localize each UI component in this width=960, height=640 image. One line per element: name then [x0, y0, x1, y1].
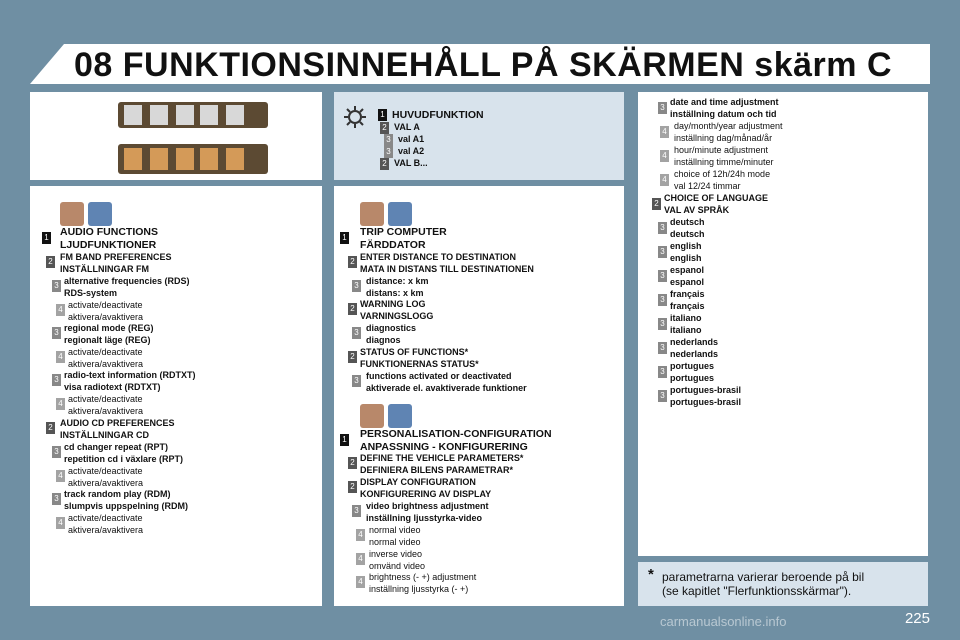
distance-value: distance: x km distans: x km [366, 276, 429, 298]
hour-minute-adjustment: hour/minute adjustment inställning timme/minuter [674, 145, 774, 167]
settings-sliders-icon [360, 404, 384, 428]
level-badge: 2 [348, 303, 357, 315]
trip-icons [360, 202, 412, 228]
rpt-item: cd changer repeat (RPT) repetition cd i växlare (RPT) [64, 442, 184, 464]
footnote-panel [638, 562, 928, 606]
level-badge: 2 [380, 122, 389, 134]
level-badge: 3 [352, 280, 361, 292]
level-badge: 4 [56, 517, 65, 529]
level-badge: 4 [356, 553, 365, 565]
page-number: 225 [904, 610, 930, 627]
language-portugues-brasil: portugues-brasil portugues-brasil [670, 385, 742, 407]
language-deutsch: deutsch deutsch [670, 217, 705, 239]
level-badge: 2 [348, 481, 357, 493]
language-portugues: portugues portugues [670, 361, 714, 383]
video-brightness: video brightness adjustment inställning ljusstyrka-video [366, 501, 489, 523]
audio-cd-icon [88, 202, 112, 226]
rdm-item: track random play (RDM) slumpvis uppspelning (RDM) [64, 489, 189, 511]
legend-heading: HUVUDFUNKTION [392, 109, 484, 121]
language-english: english english [670, 241, 702, 263]
footnote-star: * [648, 566, 654, 583]
choice-of-language: CHOICE OF LANGUAGE VAL AV SPRÅK [664, 193, 769, 215]
time-mode-choice: choice of 12h/24h mode val 12/24 timmar [674, 169, 771, 191]
page-title: 08 FUNKTIONSINNEHÅLL PÅ SKÄRMEN skärm C [74, 46, 893, 84]
level-badge: 3 [52, 493, 61, 505]
brightness-adjustment: brightness (- +) adjustment inställning ljusstyrka (- +) [369, 572, 477, 594]
level-badge: 4 [660, 150, 669, 162]
level-badge: 4 [56, 351, 65, 363]
pers-heading: PERSONALISATION-CONFIGURATION ANPASSNING - KONFIGURERING [360, 428, 552, 453]
level-badge: 2 [652, 198, 661, 210]
level-badge: 2 [380, 158, 389, 170]
level-badge: 3 [658, 270, 667, 282]
level-badge: 1 [42, 232, 51, 244]
level-badge: 3 [352, 505, 361, 517]
vehicle-parameters: DEFINE THE VEHICLE PARAMETERS* DEFINIERA BILENS PARAMETRAR* [360, 453, 524, 475]
rdm-activate: activate/deactivate aktivera/avaktivera [68, 513, 144, 535]
level-badge: 4 [56, 470, 65, 482]
audio-heading: AUDIO FUNCTIONS LJUDFUNKTIONER [60, 226, 158, 251]
level-badge: 4 [660, 174, 669, 186]
legend-val-a: VAL A [394, 122, 420, 132]
warning-log: WARNING LOG VARNINGSLOGG [360, 299, 434, 321]
level-badge: 2 [348, 256, 357, 268]
level-badge: 3 [352, 375, 361, 387]
level-badge: 3 [658, 222, 667, 234]
configuration-icon [388, 404, 412, 428]
rds-activate: activate/deactivate aktivera/avaktivera [68, 300, 144, 322]
language-francais: français français [670, 289, 705, 311]
menu-icons-selected [124, 148, 244, 170]
level-badge: 3 [658, 246, 667, 258]
reg-item: regional mode (REG) regionalt läge (REG) [64, 323, 154, 345]
level-badge: 3 [52, 280, 61, 292]
gear-icon [342, 104, 368, 130]
level-badge: 3 [52, 446, 61, 458]
trip-computer-icon [388, 202, 412, 226]
language-espanol: espanol espanol [670, 265, 705, 287]
level-badge: 1 [340, 232, 349, 244]
trip-pers-panel [334, 186, 624, 606]
audio-panel [30, 186, 322, 606]
dmy-adjustment: day/month/year adjustment inställning dag/månad/år [674, 121, 783, 143]
footnote-text: parametrarna varierar beroende på bil (se kapitlet "Flerfunktionsskärmar"). [662, 570, 865, 598]
level-badge: 3 [52, 327, 61, 339]
level-badge: 3 [352, 327, 361, 339]
rdtxt-activate: activate/deactivate aktivera/avaktivera [68, 394, 144, 416]
legend-panel [334, 92, 624, 180]
rpt-activate: activate/deactivate aktivera/avaktivera [68, 466, 144, 488]
legend-val-a2: val A2 [398, 146, 425, 156]
level-badge: 3 [658, 318, 667, 330]
level-badge: 3 [658, 102, 667, 114]
menu-icons-normal [124, 105, 244, 125]
audio-icon [60, 202, 84, 226]
pers-icons [360, 404, 412, 430]
language-nederlands: nederlands nederlands [670, 337, 719, 359]
screen-images-panel [30, 92, 322, 180]
legend-val-a1: val A1 [398, 134, 425, 144]
level-badge: 3 [384, 146, 393, 158]
date-time-adjustment: date and time adjustment inställning datum och tid [670, 97, 779, 119]
watermark: carmanualsonline.info [660, 614, 787, 629]
status-of-functions: STATUS OF FUNCTIONS* FUNKTIONERNAS STATUS* [360, 347, 479, 369]
audio-icons [60, 202, 114, 228]
level-badge: 2 [46, 422, 55, 434]
level-badge: 3 [384, 134, 393, 146]
level-badge: 3 [658, 390, 667, 402]
legend-val-b: VAL B... [394, 158, 428, 168]
language-panel [638, 92, 928, 556]
level-badge: 3 [658, 366, 667, 378]
level-badge: 2 [348, 457, 357, 469]
screen-images [30, 92, 322, 180]
level-badge: 4 [356, 576, 365, 588]
rds-item: alternative frequencies (RDS) RDS-system [64, 276, 190, 298]
level-badge: 3 [52, 374, 61, 386]
reg-activate: activate/deactivate aktivera/avaktivera [68, 347, 144, 369]
enter-distance: ENTER DISTANCE TO DESTINATION MATA IN DISTANS TILL DESTINATIONEN [360, 252, 534, 274]
inverse-video: inverse video omvänd video [369, 549, 426, 571]
level-badge: 3 [658, 294, 667, 306]
display-configuration: DISPLAY CONFIGURATION KONFIGURERING AV DISPLAY [360, 477, 492, 499]
diagnostics: diagnostics diagnos [366, 323, 417, 345]
level-badge: 4 [56, 304, 65, 316]
normal-video: normal video normal video [369, 525, 421, 547]
audio-cd-preferences: AUDIO CD PREFERENCES INSTÄLLNINGAR CD [60, 418, 175, 440]
level-badge: 4 [56, 398, 65, 410]
level-badge: 1 [378, 109, 387, 121]
rdtxt-item: radio-text information (RDTXT) visa radiotext (RDTXT) [64, 370, 196, 392]
level-badge: 2 [348, 351, 357, 363]
functions-activated: functions activated or deactivated aktiverade el. avaktiverade funktioner [366, 371, 527, 393]
level-badge: 4 [356, 529, 365, 541]
level-badge: 3 [658, 342, 667, 354]
fuel-pump-icon [360, 202, 384, 226]
level-badge: 4 [660, 126, 669, 138]
language-italiano: italiano italiano [670, 313, 702, 335]
level-badge: 2 [46, 256, 55, 268]
trip-heading: TRIP COMPUTER FÄRDDATOR [360, 226, 447, 251]
level-badge: 1 [340, 434, 349, 446]
fm-band-preferences: FM BAND PREFERENCES INSTÄLLNINGAR FM [60, 252, 172, 274]
